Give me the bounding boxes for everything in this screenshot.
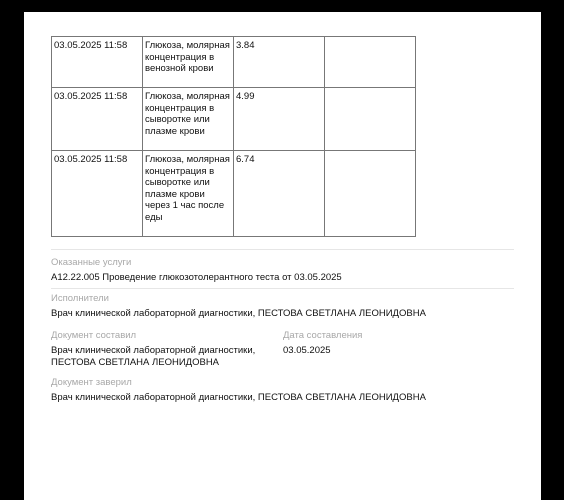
section-divider [51,249,514,250]
result-date: 03.05.2025 11:58 [52,37,143,88]
services-label: Оказанные услуги [51,257,132,268]
result-name: Глюкоза, молярная концентрация в сыворотке или плазме крови через 1 час после еды [143,151,234,237]
result-extra [325,37,416,88]
table-row [52,151,416,237]
document-page [24,12,541,500]
services-value: A12.22.005 Проведение глюкозотолерантного теста от 03.05.2025 [51,272,342,283]
table-row [52,88,416,151]
table-row [52,37,416,88]
composed-date-label: Дата составления [283,330,363,341]
services-section [51,257,514,284]
composed-date-value: 03.05.2025 [283,345,331,356]
section-divider [51,288,514,289]
result-value: 6.74 [234,151,325,237]
result-name: Глюкоза, молярная концентрация в сыворотке или плазме крови [143,88,234,151]
result-date: 03.05.2025 11:58 [52,151,143,237]
result-extra [325,151,416,237]
results-table [51,36,416,237]
composed-date [283,330,362,357]
certified-section [51,377,514,404]
performers-value: Врач клинической лабораторной диагностики, ПЕСТОВА СВЕТЛАНА ЛЕОНИДОВНА [51,308,426,319]
result-extra [325,88,416,151]
result-value: 4.99 [234,88,325,151]
composed-label: Документ составил [51,330,137,341]
composed-value: Врач клинической лабораторной диагностики, ПЕСТОВА СВЕТЛАНА ЛЕОНИДОВНА [51,345,256,368]
result-value: 3.84 [234,37,325,88]
certified-value: Врач клинической лабораторной диагностики, ПЕСТОВА СВЕТЛАНА ЛЕОНИДОВНА [51,392,426,403]
result-date: 03.05.2025 11:58 [52,88,143,151]
composed-section [51,330,514,368]
result-name: Глюкоза, молярная концентрация в венозной крови [143,37,234,88]
performers-section [51,293,514,320]
performers-label: Исполнители [51,293,109,304]
composed-by [51,330,271,368]
certified-label: Документ заверил [51,377,132,388]
